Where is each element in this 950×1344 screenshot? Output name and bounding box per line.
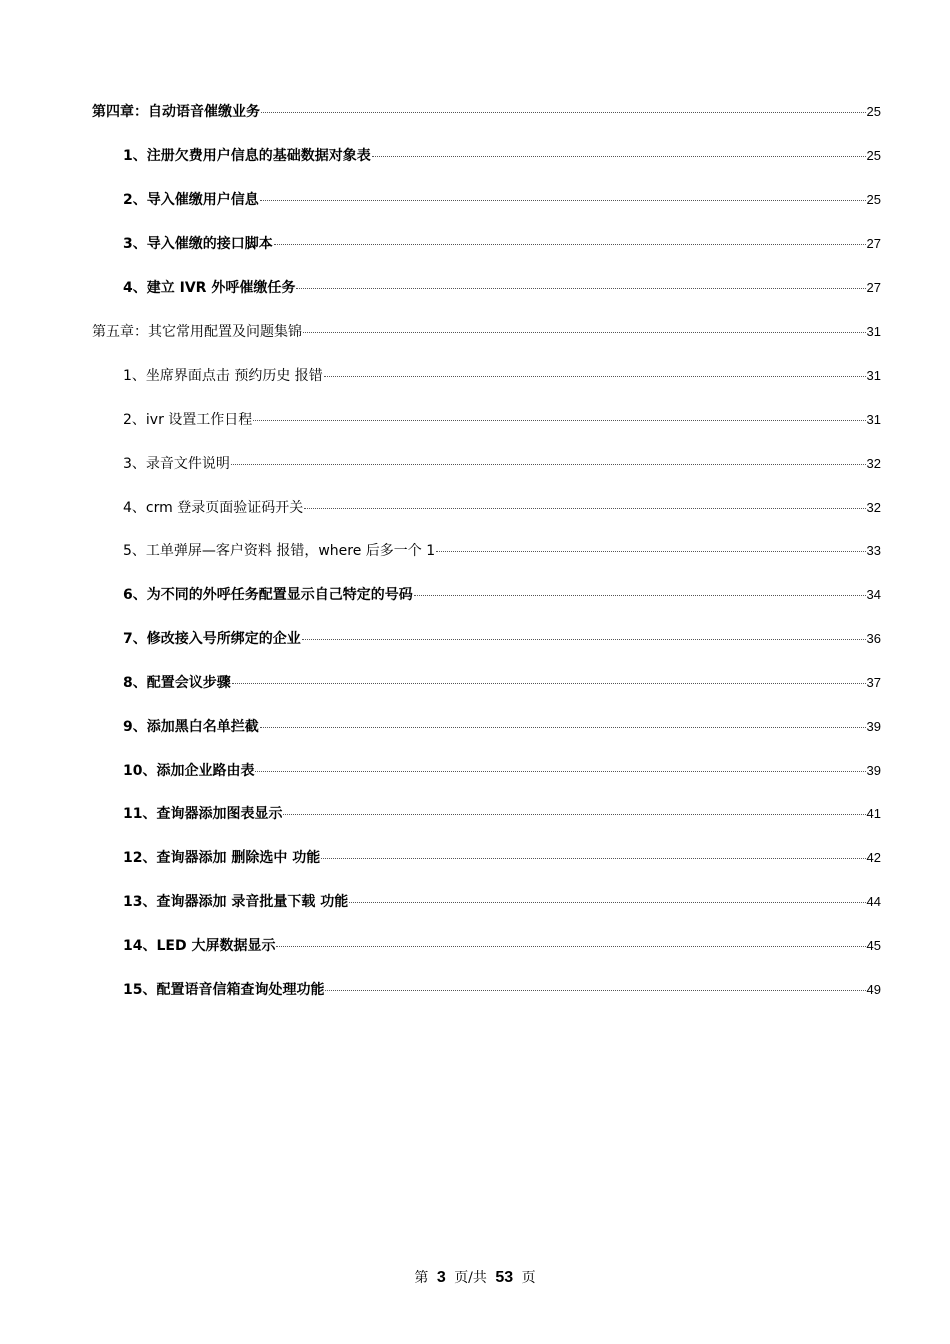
toc-entry-label: 2、导入催缴用户信息	[123, 192, 259, 208]
toc-entry-label: 1、注册欠费用户信息的基础数据对象表	[123, 148, 371, 164]
toc-entry-page: 25	[866, 148, 881, 163]
toc-leader-dots	[255, 771, 865, 772]
toc-leader-dots	[296, 288, 865, 289]
toc-entry-label: 6、为不同的外呼任务配置显示自己特定的号码	[123, 587, 413, 603]
toc-entry-page: 25	[866, 104, 881, 119]
toc-entry-label: 5、工单弹屏—客户资料 报错，where 后多一个 1	[123, 543, 436, 559]
toc-leader-dots	[304, 508, 865, 509]
toc-entry[interactable]	[123, 979, 881, 1001]
toc-entry-page: 45	[866, 938, 881, 953]
toc-leader-dots	[349, 902, 865, 903]
toc-leader-dots	[324, 376, 866, 377]
footer-suffix: 页	[521, 1270, 536, 1286]
toc-leader-dots	[274, 244, 866, 245]
total-page-count: 53	[495, 1269, 514, 1286]
toc-entry-page: 42	[866, 850, 881, 865]
toc-entry-label: 9、添加黑白名单拦截	[123, 719, 259, 735]
toc-entry-label: 11、查询器添加图表显示	[123, 806, 283, 822]
toc-entry[interactable]	[123, 847, 881, 869]
toc-entry-page: 33	[866, 543, 881, 558]
footer-middle: 页/共	[454, 1270, 487, 1286]
toc-entry-page: 36	[866, 631, 881, 646]
toc-leader-dots	[325, 990, 865, 991]
toc-leader-dots	[261, 112, 866, 113]
toc-entry-label: 14、LED 大屏数据显示	[123, 938, 276, 954]
toc-entry-label: 2、ivr 设置工作日程	[123, 412, 253, 428]
toc-entry-page: 41	[866, 806, 881, 821]
toc-entry-label: 3、导入催缴的接口脚本	[123, 236, 273, 252]
toc-entry-label: 13、查询器添加 录音批量下载 功能	[123, 894, 349, 910]
toc-entry-page: 27	[866, 236, 881, 251]
toc-leader-dots	[253, 420, 865, 421]
footer-prefix: 第	[414, 1270, 429, 1286]
page-footer	[0, 1266, 950, 1290]
toc-leader-dots	[414, 595, 866, 596]
toc-leader-dots	[302, 639, 866, 640]
toc-entry-page: 32	[866, 500, 881, 515]
toc-entry[interactable]	[123, 540, 881, 562]
toc-leader-dots	[260, 200, 866, 201]
toc-entry-label: 8、配置会议步骤	[123, 675, 231, 691]
toc-entry-label: 4、建立 IVR 外呼催缴任务	[123, 280, 296, 296]
toc-entry[interactable]	[123, 891, 881, 913]
toc-entry-page: 49	[866, 982, 881, 997]
toc-entry-page: 27	[866, 280, 881, 295]
toc-entry-chapter-5[interactable]	[92, 321, 881, 343]
toc-entry-page: 39	[866, 763, 881, 778]
toc-leader-dots	[276, 946, 865, 947]
toc-entry[interactable]	[123, 453, 881, 475]
toc-leader-dots	[231, 464, 866, 465]
toc-entry-label: 12、查询器添加 删除选中 功能	[123, 850, 321, 866]
toc-entry-label: 4、crm 登录页面验证码开关	[123, 500, 304, 516]
toc-entry-label: 第四章：自动语音催缴业务	[92, 104, 260, 120]
toc-entry[interactable]	[123, 189, 881, 211]
toc-entry[interactable]	[123, 935, 881, 957]
toc-entry-page: 32	[866, 456, 881, 471]
toc-entry-page: 39	[866, 719, 881, 734]
toc-entry[interactable]	[123, 409, 881, 431]
toc-entry[interactable]	[123, 365, 881, 387]
toc-entry-page: 31	[866, 324, 881, 339]
toc-entry-chapter-4[interactable]	[92, 101, 881, 123]
toc-entry[interactable]	[123, 233, 881, 255]
toc-entry[interactable]	[123, 803, 881, 825]
toc-entry-page: 25	[866, 192, 881, 207]
toc-leader-dots	[283, 814, 865, 815]
toc-entry[interactable]	[123, 497, 881, 519]
toc-entry-page: 34	[866, 587, 881, 602]
toc-leader-dots	[232, 683, 866, 684]
toc-entry-label: 7、修改接入号所绑定的企业	[123, 631, 301, 647]
toc-entry-label: 15、配置语音信箱查询处理功能	[123, 982, 325, 998]
toc-entry-label: 10、添加企业路由表	[123, 763, 255, 779]
toc-entry-label: 第五章：其它常用配置及问题集锦	[92, 324, 302, 340]
toc-entry-page: 37	[866, 675, 881, 690]
toc-leader-dots	[260, 727, 866, 728]
toc-entry-page: 31	[866, 368, 881, 383]
toc-entry[interactable]	[123, 584, 881, 606]
toc-leader-dots	[372, 156, 866, 157]
current-page-number: 3	[436, 1269, 446, 1286]
toc-leader-dots	[303, 332, 866, 333]
toc-entry[interactable]	[123, 628, 881, 650]
toc-entry[interactable]	[123, 145, 881, 167]
toc-entry-label: 3、录音文件说明	[123, 456, 230, 472]
toc-entry-label: 1、坐席界面点击 预约历史 报错	[123, 368, 323, 384]
toc-leader-dots	[436, 551, 865, 552]
toc-entry[interactable]	[123, 277, 881, 299]
toc-entry[interactable]	[123, 716, 881, 738]
toc-leader-dots	[321, 858, 865, 859]
toc-entry[interactable]	[123, 760, 881, 782]
toc-entry-page: 44	[866, 894, 881, 909]
toc-entry-page: 31	[866, 412, 881, 427]
toc-entry[interactable]	[123, 672, 881, 694]
